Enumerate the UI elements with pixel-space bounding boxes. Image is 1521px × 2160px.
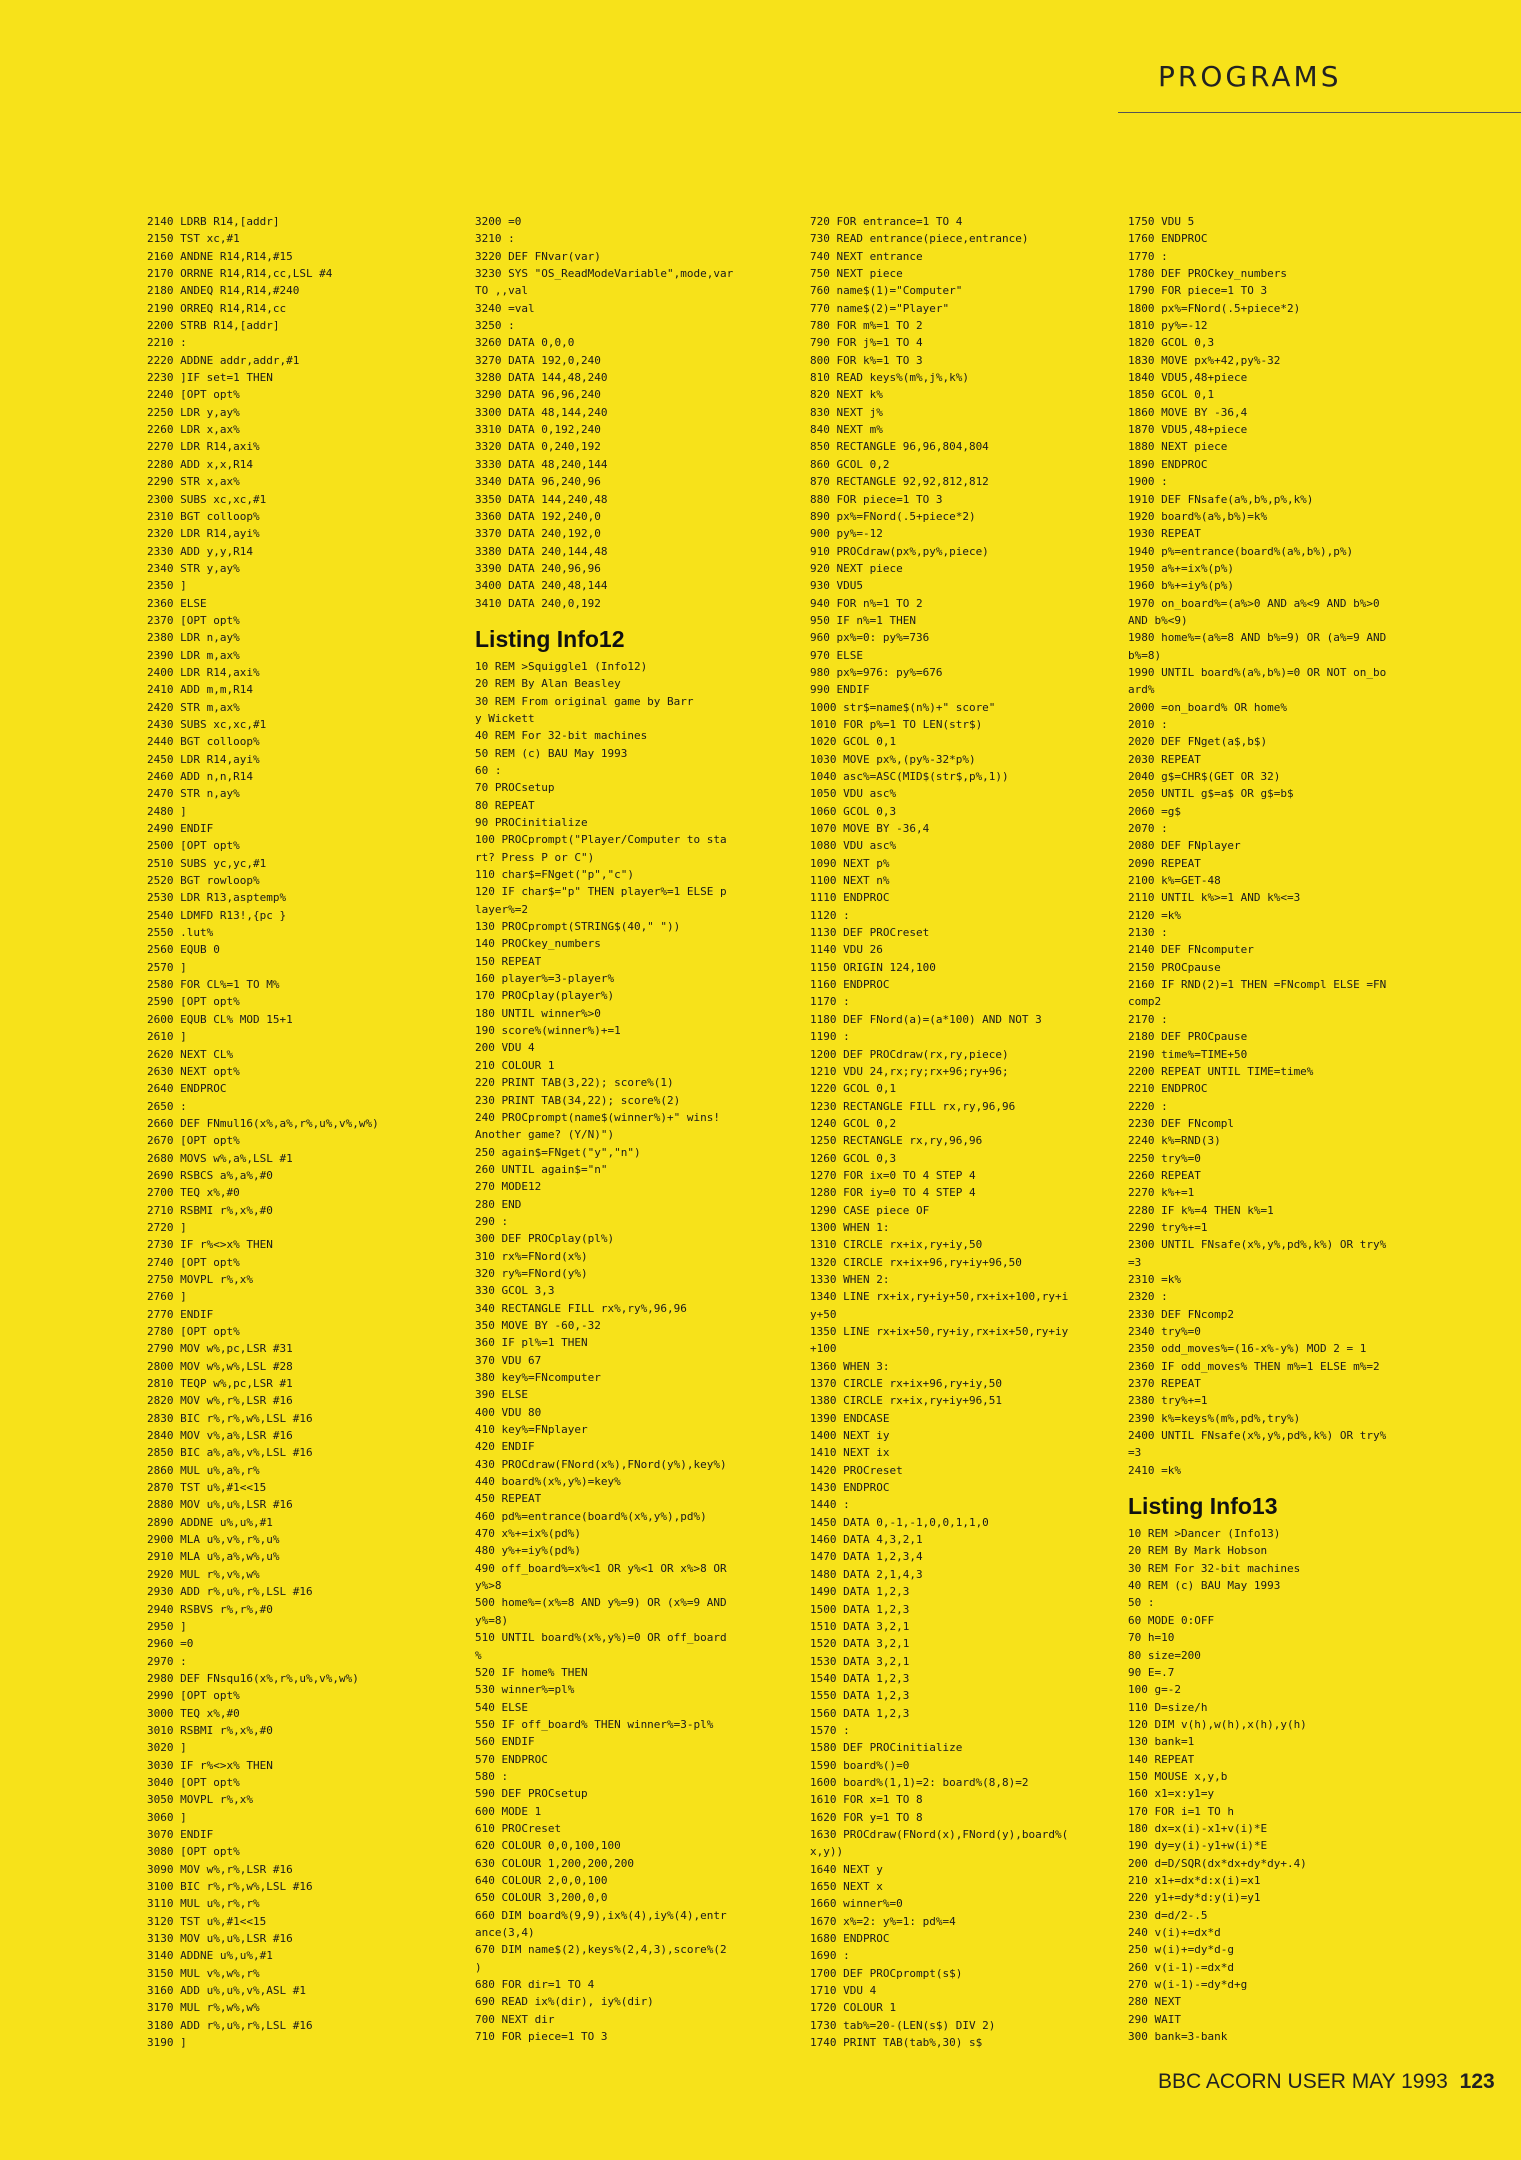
column-1 bbox=[147, 213, 379, 2051]
publication-name: BBC ACORN USER MAY 1993 bbox=[1158, 2070, 1448, 2093]
section-header: PROGRAMS bbox=[1158, 60, 1342, 93]
page-footer bbox=[1158, 2070, 1495, 2094]
page-number: 123 bbox=[1459, 2070, 1495, 2093]
code-listing: 10 REM >Dancer (Info13) 20 REM By Mark Hobson 30 REM For 32-bit machines 40 REM (c) BAU May 1993 50 : 60 MODE 0:OFF 70 h=10 80 size=200 90 E=.7 100 g=-2 110 D=size/h 120 DIM v(h),w(h),x(h),y(h) 130 bank=1 140 REPEAT 150 MOUSE x,y,b 160 x1=x:y1=y 170 FOR i=1 TO h 180 dx=x(i)-x1+v(i)*E 190 dy=y(i)-y1+w(i)*E 200 d=D/SQR(dx*dx+dy*dy+.4) 210 x1+=dx*d:x(i)=x1 220 y1+=dy*d:y(i)=y1 230 d=d/2-.5 240 v(i)+=dx*d 250 w(i)+=dy*d-g 260 v(i-1)-=dx*d 270 w(i-1)-=dy*d+g 280 NEXT 290 WAIT 300 bank=3-bank bbox=[1128, 1527, 1307, 2044]
column-4 bbox=[1128, 213, 1386, 2045]
column-2 bbox=[475, 213, 733, 2045]
code-listing: 3200 =0 3210 : 3220 DEF FNvar(var) 3230 SYS "OS_ReadModeVariable",mode,var TO ,,val 3240 =val 3250 : 3260 DATA 0,0,0 3270 DATA 192,0,240 3280 DATA 144,48,240 3290 DATA 96,96,240 3300 DATA 48,144,240 3310 DATA 0,192,240 3320 DATA 0,240,192 3330 DATA 48,240,144 3340 DATA 96,240,96 3350 DATA 144,240,48 3360 DATA 192,240,0 3370 DATA 240,192,0 3380 DATA 240,144,48 3390 DATA 240,96,96 3400 DATA 240,48,144 3410 DATA 240,0,192 bbox=[475, 215, 734, 610]
code-listing: 1750 VDU 5 1760 ENDPROC 1770 : 1780 DEF PROCkey_numbers 1790 FOR piece=1 TO 3 1800 px%=FNord(.5+piece*2) 1810 py%=-12 1820 GCOL 0,3 1830 MOVE px%+42,py%-32 1840 VDU5,48+piece 1850 GCOL 0,1 1860 MOVE BY -36,4 1870 VDU5,48+piece 1880 NEXT piece 1890 ENDPROC 1900 : 1910 DEF FNsafe(a%,b%,p%,k%) 1920 board%(a%,b%)=k% 1930 REPEAT 1940 p%=entrance(board%(a%,b%),p%) 1950 a%+=ix%(p%) 1960 b%+=iy%(p%) 1970 on_board%=(a%>0 AND a%<9 AND b%>0 AND b%<9) 1980 home%=(a%=8 AND b%=9) OR (a%=9 AND b%=8) 1990 UNTIL board%(a%,b%)=0 OR NOT on_bo ard% 2000 =on_board% OR home% 2010 : 2020 DEF FNget(a$,b$) 2030 REPEAT 2040 g$=CHR$(GET OR 32) 2050 UNTIL g$=a$ OR g$=b$ 2060 =g$ 2070 : 2080 DEF FNplayer 2090 REPEAT 2100 k%=GET-48 2110 UNTIL k%>=1 AND k%<=3 2120 =k% 2130 : 2140 DEF FNcomputer 2150 PROCpause 2160 IF RND(2)=1 THEN =FNcompl ELSE =FN comp2 2170 : 2180 DEF PROCpause 2190 time%=TIME+50 2200 REPEAT UNTIL TIME=time% 2210 ENDPROC 2220 : 2230 DEF FNcompl 2240 k%=RND(3) 2250 try%=0 2260 REPEAT 2270 k%+=1 2280 IF k%=4 THEN k%=1 2290 try%+=1 2300 UNTIL FNsafe(x%,y%,pd%,k%) OR try% =3 2310 =k% 2320 : 2330 DEF FNcomp2 2340 try%=0 2350 odd_moves%=(16-x%-y%) MOD 2 = 1 2360 IF odd_moves% THEN m%=1 ELSE m%=2 2370 REPEAT 2380 try%+=1 2390 k%=keys%(m%,pd%,try%) 2400 UNTIL FNsafe(x%,y%,pd%,k%) OR try% =3 2410 =k% bbox=[1128, 215, 1387, 1477]
listing-heading: Listing Info13 bbox=[1128, 1493, 1278, 1520]
code-listing: 720 FOR entrance=1 TO 4 730 READ entrance(piece,entrance) 740 NEXT entrance 750 NEXT piece 760 name$(1)="Computer" 770 name$(2)="Player" 780 FOR m%=1 TO 2 790 FOR j%=1 TO 4 800 FOR k%=1 TO 3 810 READ keys%(m%,j%,k%) 820 NEXT k% 830 NEXT j% 840 NEXT m% 850 RECTANGLE 96,96,804,804 860 GCOL 0,2 870 RECTANGLE 92,92,812,812 880 FOR piece=1 TO 3 890 px%=FNord(.5+piece*2) 900 py%=-12 910 PROCdraw(px%,py%,piece) 920 NEXT piece 930 VDU5 940 FOR n%=1 TO 2 950 IF n%=1 THEN 960 px%=0: py%=736 970 ELSE 980 px%=976: py%=676 990 ENDIF 1000 str$=name$(n%)+" score" 1010 FOR p%=1 TO LEN(str$) 1020 GCOL 0,1 1030 MOVE px%,(py%-32*p%) 1040 asc%=ASC(MID$(str$,p%,1)) 1050 VDU asc% 1060 GCOL 0,3 1070 MOVE BY -36,4 1080 VDU asc% 1090 NEXT p% 1100 NEXT n% 1110 ENDPROC 1120 : 1130 DEF PROCreset 1140 VDU 26 1150 ORIGIN 124,100 1160 ENDPROC 1170 : 1180 DEF FNord(a)=(a*100) AND NOT 3 1190 : 1200 DEF PROCdraw(rx,ry,piece) 1210 VDU 24,rx;ry;rx+96;ry+96; 1220 GCOL 0,1 1230 RECTANGLE FILL rx,ry,96,96 1240 GCOL 0,2 1250 RECTANGLE rx,ry,96,96 1260 GCOL 0,3 1270 FOR ix=0 TO 4 STEP 4 1280 FOR iy=0 TO 4 STEP 4 1290 CASE piece OF 1300 WHEN 1: 1310 CIRCLE rx+ix,ry+iy,50 1320 CIRCLE rx+ix+96,ry+iy+96,50 1330 WHEN 2: 1340 LINE rx+ix,ry+iy+50,rx+ix+100,ry+i y+50 1350 LINE rx+ix+50,ry+iy,rx+ix+50,ry+iy +100 1360 WHEN 3: 1370 CIRCLE rx+ix+96,ry+iy,50 1380 CIRCLE rx+ix,ry+iy+96,51 1390 ENDCASE 1400 NEXT iy 1410 NEXT ix 1420 PROCreset 1430 ENDPROC 1440 : 1450 DATA 0,-1,-1,0,0,1,1,0 1460 DATA 4,3,2,1 1470 DATA 1,2,3,4 1480 DATA 2,1,4,3 1490 DATA 1,2,3 1500 DATA 1,2,3 1510 DATA 3,2,1 1520 DATA 3,2,1 1530 DATA 3,2,1 1540 DATA 1,2,3 1550 DATA 1,2,3 1560 DATA 1,2,3 1570 : 1580 DEF PROCinitialize 1590 board%()=0 1600 board%(1,1)=2: board%(8,8)=2 1610 FOR x=1 TO 8 1620 FOR y=1 TO 8 1630 PROCdraw(FNord(x),FNord(y),board%( x,y)) 1640 NEXT y 1650 NEXT x 1660 winner%=0 1670 x%=2: y%=1: pd%=4 1680 ENDPROC 1690 : 1700 DEF PROCprompt(s$) 1710 VDU 4 1720 COLOUR 1 1730 tab%=20-(LEN(s$) DIV 2) 1740 PRINT TAB(tab%,30) s$ bbox=[810, 215, 1069, 2050]
header-rule bbox=[1118, 112, 1521, 113]
code-listing: 2140 LDRB R14,[addr] 2150 TST xc,#1 2160 ANDNE R14,R14,#15 2170 ORRNE R14,R14,cc,LSL #4 2180 ANDEQ R14,R14,#240 2190 ORREQ R14,R14,cc 2200 STRB R14,[addr] 2210 : 2220 ADDNE addr,addr,#1 2230 ]IF set=1 THEN 2240 [OPT opt% 2250 LDR y,ay% 2260 LDR x,ax% 2270 LDR R14,axi% 2280 ADD x,x,R14 2290 STR x,ax% 2300 SUBS xc,xc,#1 2310 BGT colloop% 2320 LDR R14,ayi% 2330 ADD y,y,R14 2340 STR y,ay% 2350 ] 2360 ELSE 2370 [OPT opt% 2380 LDR n,ay% 2390 LDR m,ax% 2400 LDR R14,axi% 2410 ADD m,m,R14 2420 STR m,ax% 2430 SUBS xc,xc,#1 2440 BGT colloop% 2450 LDR R14,ayi% 2460 ADD n,n,R14 2470 STR n,ay% 2480 ] 2490 ENDIF 2500 [OPT opt% 2510 SUBS yc,yc,#1 2520 BGT rowloop% 2530 LDR R13,asptemp% 2540 LDMFD R13!,{pc } 2550 .lut% 2560 EQUB 0 2570 ] 2580 FOR CL%=1 TO M% 2590 [OPT opt% 2600 EQUB CL% MOD 15+1 2610 ] 2620 NEXT CL% 2630 NEXT opt% 2640 ENDPROC 2650 : 2660 DEF FNmul16(x%,a%,r%,u%,v%,w%) 2670 [OPT opt% 2680 MOVS w%,a%,LSL #1 2690 RSBCS a%,a%,#0 2700 TEQ x%,#0 2710 RSBMI r%,x%,#0 2720 ] 2730 IF r%<>x% THEN 2740 [OPT opt% 2750 MOVPL r%,x% 2760 ] 2770 ENDIF 2780 [OPT opt% 2790 MOV w%,pc,LSR #31 2800 MOV w%,w%,LSL #28 2810 TEQP w%,pc,LSR #1 2820 MOV w%,r%,LSR #16 2830 BIC r%,r%,w%,LSL #16 2840 MOV v%,a%,LSR #16 2850 BIC a%,a%,v%,LSL #16 2860 MUL u%,a%,r% 2870 TST u%,#1<<15 2880 MOV u%,u%,LSR #16 2890 ADDNE u%,u%,#1 2900 MLA u%,v%,r%,u% 2910 MLA u%,a%,w%,u% 2920 MUL r%,v%,w% 2930 ADD r%,u%,r%,LSL #16 2940 RSBVS r%,r%,#0 2950 ] 2960 =0 2970 : 2980 DEF FNsqu16(x%,r%,u%,v%,w%) 2990 [OPT opt% 3000 TEQ x%,#0 3010 RSBMI r%,x%,#0 3020 ] 3030 IF r%<>x% THEN 3040 [OPT opt% 3050 MOVPL r%,x% 3060 ] 3070 ENDIF 3080 [OPT opt% 3090 MOV w%,r%,LSR #16 3100 BIC r%,r%,w%,LSL #16 3110 MUL u%,r%,r% 3120 TST u%,#1<<15 3130 MOV u%,u%,LSR #16 3140 ADDNE u%,u%,#1 3150 MUL v%,w%,r% 3160 ADD u%,u%,v%,ASL #1 3170 MUL r%,w%,w% 3180 ADD r%,u%,r%,LSL #16 3190 ] bbox=[147, 215, 379, 2050]
listing-heading: Listing Info12 bbox=[475, 625, 625, 652]
column-3 bbox=[810, 213, 1068, 2051]
code-listing: 10 REM >Squiggle1 (Info12) 20 REM By Alan Beasley 30 REM From original game by Barr y Wickett 40 REM For 32-bit machines 50 REM (c) BAU May 1993 60 : 70 PROCsetup 80 REPEAT 90 PROCinitialize 100 PROCprompt("Player/Computer to sta rt? Press P or C") 110 char$=FNget("p","c") 120 IF char$="p" THEN player%=1 ELSE p layer%=2 130 PROCprompt(STRING$(40," ")) 140 PROCkey_numbers 150 REPEAT 160 player%=3-player% 170 PROCplay(player%) 180 UNTIL winner%>0 190 score%(winner%)+=1 200 VDU 4 210 COLOUR 1 220 PRINT TAB(3,22); score%(1) 230 PRINT TAB(34,22); score%(2) 240 PROCprompt(name$(winner%)+" wins! Another game? (Y/N)") 250 again$=FNget("y","n") 260 UNTIL again$="n" 270 MODE12 280 END 290 : 300 DEF PROCplay(pl%) 310 rx%=FNord(x%) 320 ry%=FNord(y%) 330 GCOL 3,3 340 RECTANGLE FILL rx%,ry%,96,96 350 MOVE BY -60,-32 360 IF pl%=1 THEN 370 VDU 67 380 key%=FNcomputer 390 ELSE 400 VDU 80 410 key%=FNplayer 420 ENDIF 430 PROCdraw(FNord(x%),FNord(y%),key%) 440 board%(x%,y%)=key% 450 REPEAT 460 pd%=entrance(board%(x%,y%),pd%) 470 x%+=ix%(pd%) 480 y%+=iy%(pd%) 490 off_board%=x%<1 OR y%<1 OR x%>8 OR y%>8 500 home%=(x%=8 AND y%=9) OR (x%=9 AND y%=8) 510 UNTIL board%(x%,y%)=0 OR off_board % 520 IF home% THEN 530 winner%=pl% 540 ELSE 550 IF off_board% THEN winner%=3-pl% 560 ENDIF 570 ENDPROC 580 : 590 DEF PROCsetup 600 MODE 1 610 PROCreset 620 COLOUR 0,0,100,100 630 COLOUR 1,200,200,200 640 COLOUR 2,0,0,100 650 COLOUR 3,200,0,0 660 DIM board%(9,9),ix%(4),iy%(4),entr ance(3,4) 670 DIM name$(2),keys%(2,4,3),score%(2 ) 680 FOR dir=1 TO 4 690 READ ix%(dir), iy%(dir) 700 NEXT dir 710 FOR piece=1 TO 3 bbox=[475, 659, 727, 2044]
